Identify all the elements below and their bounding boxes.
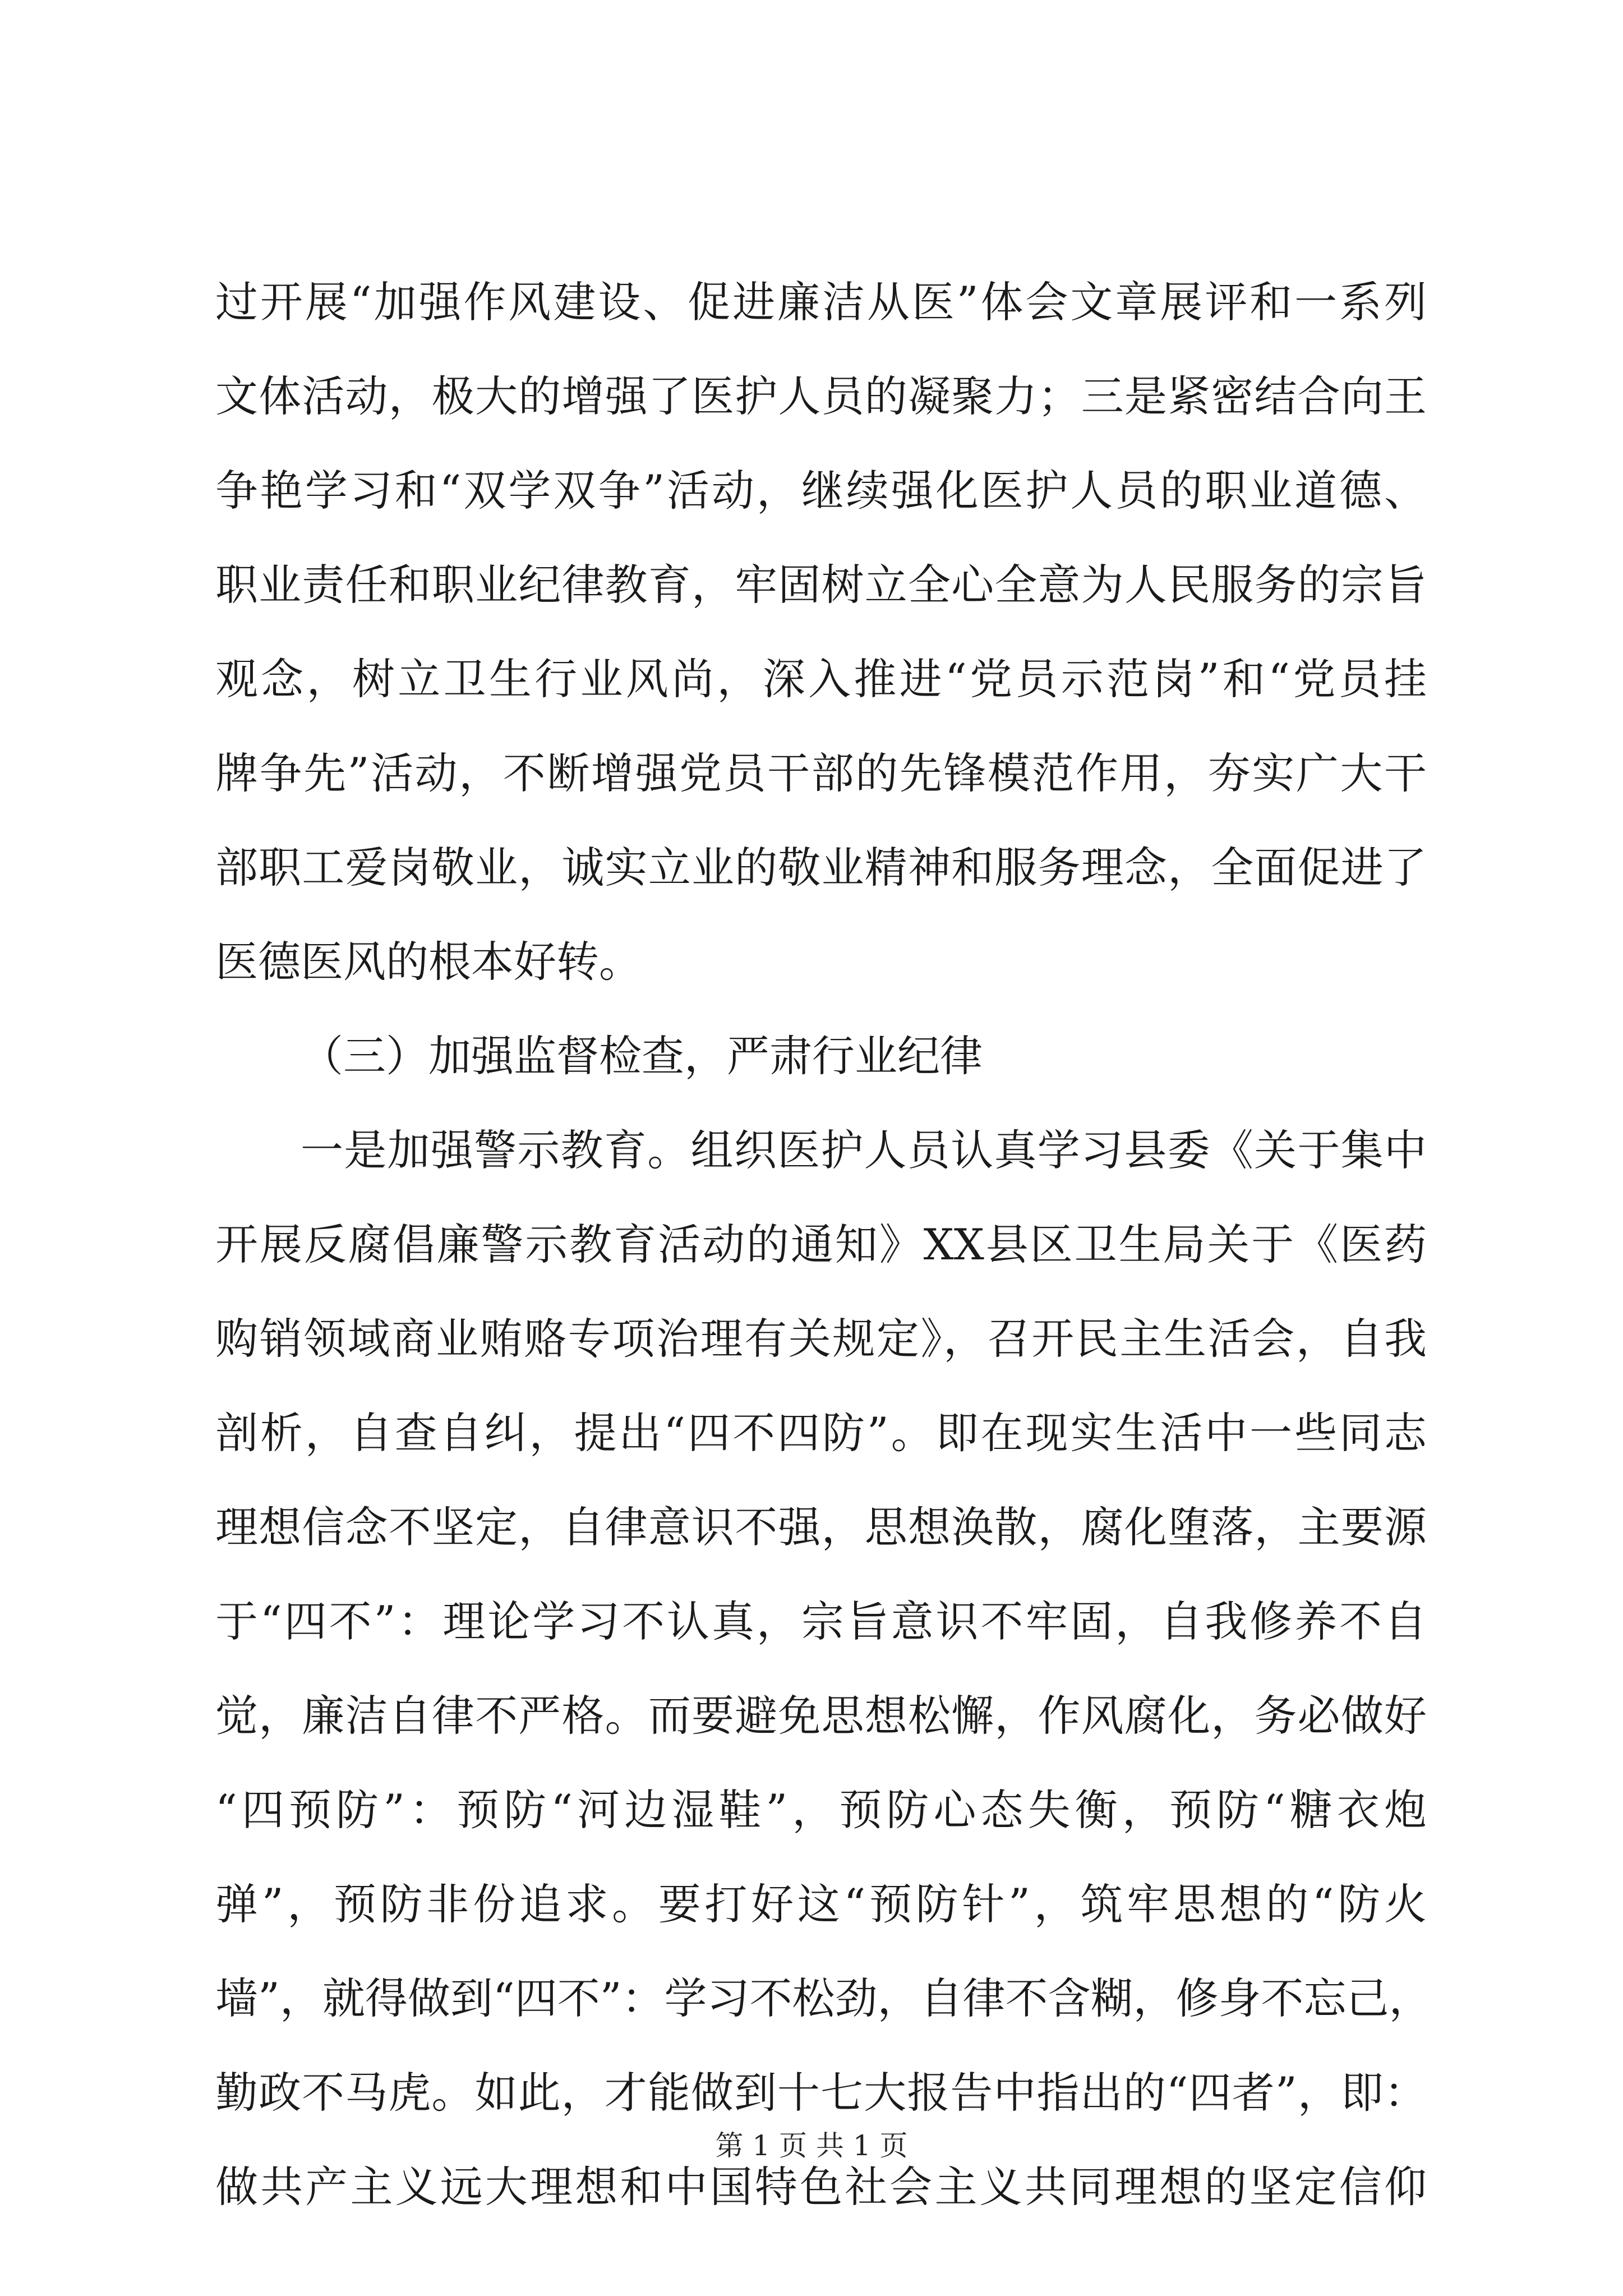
text-line: 墙”，就得做到“四不”：学习不松劲，自律不含糊，修身不忘己，: [215, 1973, 1432, 2023]
text-line: 剖析，自查自纠，提出“四不四防”。即在现实生活中一些同志: [215, 1408, 1427, 1458]
text-line: 于“四不”：理论学习不认真，宗旨意识不牢固，自我修养不自: [215, 1596, 1427, 1646]
section-heading: （三）加强监督检查，严肃行业纪律: [301, 1031, 983, 1081]
text-line: 牌争先”活动，不断增强党员干部的先锋模范作用，夯实广大干: [215, 748, 1427, 798]
text-line: “四预防”：预防“河边湿鞋”，预防心态失衡，预防“糖衣炮: [215, 1785, 1427, 1835]
text-line: 做共产主义远大理想和中国特色社会主义共同理想的坚定信仰: [215, 2162, 1427, 2212]
text-line: 购销领域商业贿赂专项治理有关规定》，召开民主生活会，自我: [215, 1314, 1427, 1364]
text-line: 勤政不马虎。如此，才能做到十七大报告中指出的“四者”，即：: [215, 2068, 1427, 2118]
text-line: 理想信念不坚定，自律意识不强，思想涣散，腐化堕落，主要源: [215, 1502, 1427, 1552]
text-line: 职业责任和职业纪律教育，牢固树立全心全意为人民服务的宗旨: [215, 560, 1427, 610]
text-line: 一是加强警示教育。组织医护人员认真学习县委《关于集中: [301, 1125, 1427, 1175]
text-line: 观念，树立卫生行业风尚，深入推进“党员示范岗”和“党员挂: [215, 654, 1427, 704]
text-line: 过开展“加强作风建设、促进廉洁从医”体会文章展评和一系列: [215, 277, 1427, 327]
text-line: 部职工爱岗敬业，诚实立业的敬业精神和服务理念，全面促进了: [215, 843, 1427, 892]
text-line: 医德医风的根本好转。: [215, 937, 642, 987]
text-line: 文体活动，极大的增强了医护人员的凝聚力；三是紧密结合向王: [215, 371, 1427, 421]
text-line: 觉，廉洁自律不严格。而要避免思想松懈，作风腐化，务必做好: [215, 1691, 1427, 1741]
text-line: 争艳学习和“双学双争”活动，继续强化医护人员的职业道德、: [215, 466, 1427, 516]
text-line: 开展反腐倡廉警示教育活动的通知》XX县区卫生局关于《医药: [215, 1220, 1427, 1269]
text-line: 弹”，预防非份追求。要打好这“预防针”，筑牢思想的“防火: [215, 1879, 1427, 1929]
page-footer: 第 1 页 共 1 页: [715, 2129, 908, 2162]
